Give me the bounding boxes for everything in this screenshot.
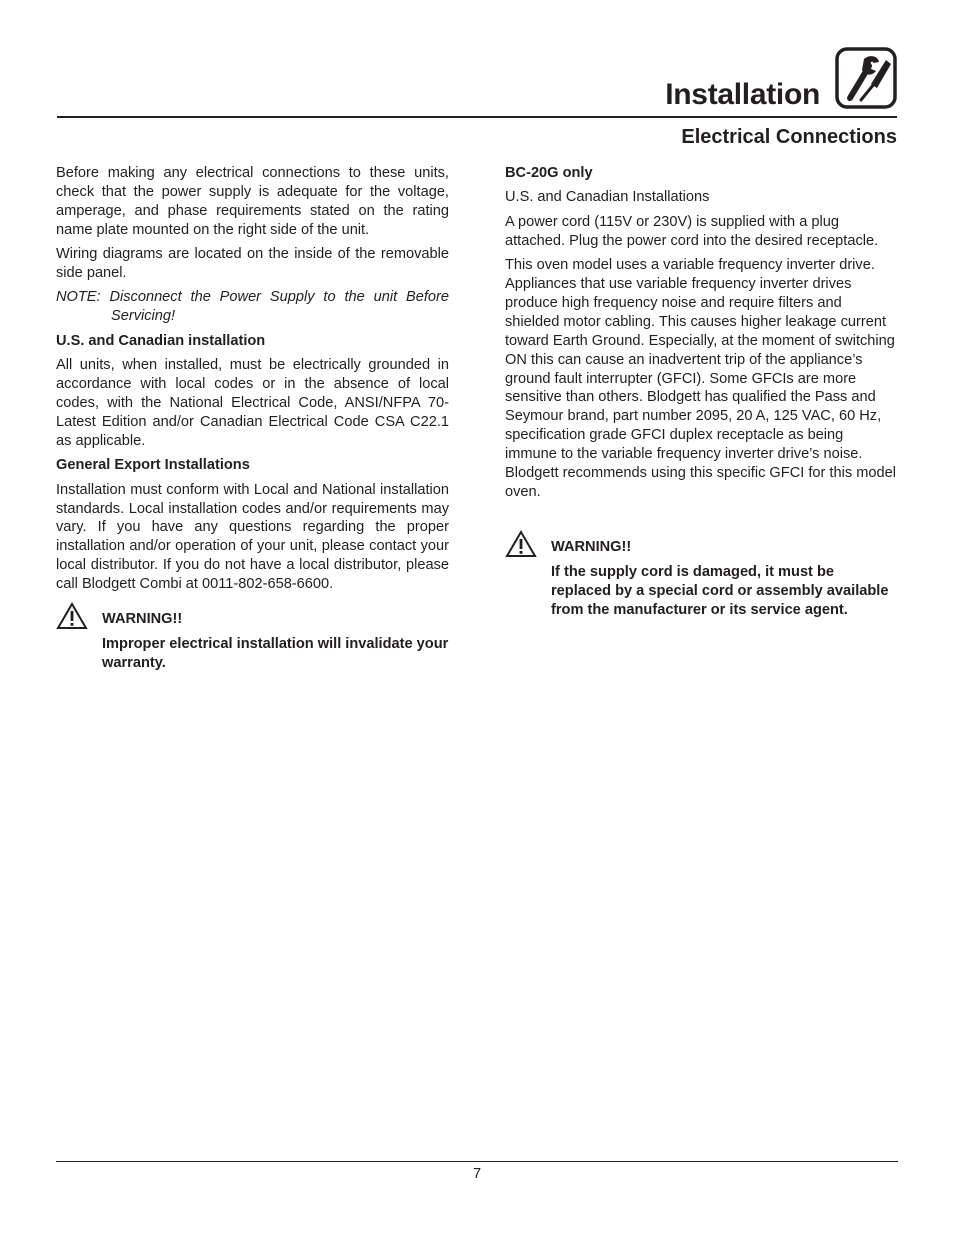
right-column	[505, 164, 898, 620]
warning-text: If the supply cord is damaged, it must be replaced by a special cord or assembly available from the manufacturer or its service agent.	[551, 563, 889, 618]
section-title: Electrical Connections	[681, 126, 897, 148]
warning-label: WARNING!!	[102, 611, 183, 628]
header-rule	[57, 116, 897, 118]
inverter-paragraph: This oven model uses a variable frequency inverter drive. Appliances that use variable frequency inverter drives produce high frequency noise and require filters and shielded motor cabling. This causes higher leakage current toward Earth Ground. Especially, at the moment of switching ON this can cause an inadvertent trip of the appliance’s ground fault interrupter (GFCI). Some GFCIs are more sensitive than others. Blodgett has qualified the Pass and Seymour brand, part number 2095, 20 A, 125 VAC, 60 Hz, specification grade GFCI duplex receptacle as being immune to the variable frequency inverter drive’s noise. Blodgett recommends using this specific GFCI for this model oven.	[505, 257, 896, 500]
footer-rule	[56, 1161, 898, 1162]
page-title: Installation	[665, 78, 820, 111]
page-number: 7	[472, 1166, 482, 1182]
warning-triangle-icon	[56, 602, 88, 630]
power-cord-paragraph: A power cord (115V or 230V) is supplied with a plug attached. Plug the power cord into the desired receptacle.	[505, 213, 879, 249]
power-supply-note: NOTE: Disconnect the Power Supply to the unit Before Servicing!	[56, 289, 449, 325]
export-paragraph: Installation must conform with Local and National installation standards. Local installation codes and/or requirements may vary. If you have any questions regarding the proper installation and/or operation of your unit, please contact your local distributor. If you do not have a local distributor, please call Blodgett Combi at 0011-802-658-6600.	[56, 481, 449, 593]
left-column	[56, 164, 449, 673]
tools-icon	[834, 46, 898, 110]
intro-paragraph: Before making any electrical connections to these units, check that the power supply is adequate for the voltage, amperage, and phase requirements stated on the rating name plate mounted on the right side of the unit.	[56, 165, 449, 238]
installations-label: U.S. and Canadian Installations	[505, 189, 710, 206]
us-canadian-heading: U.S. and Canadian installation	[56, 332, 266, 349]
wiring-diagram-paragraph: Wiring diagrams are located on the inside of the removable side panel.	[56, 246, 449, 282]
warning-text: Improper electrical installation will invalidate your warranty.	[102, 635, 449, 671]
warning-block	[56, 610, 449, 673]
model-heading: BC-20G only	[505, 165, 593, 181]
us-canadian-paragraph: All units, when installed, must be electrically grounded in accordance with local codes or in the absence of local codes, with the National Electrical Code, ANSI/NFPA 70-Latest Edition and/or Canadian Electrical Code CSA C22.1 as applicable.	[56, 357, 449, 449]
warning-label: WARNING!!	[551, 538, 632, 555]
export-heading: General Export Installations	[56, 457, 250, 474]
warning-block	[505, 538, 898, 620]
warning-triangle-icon	[505, 530, 537, 558]
